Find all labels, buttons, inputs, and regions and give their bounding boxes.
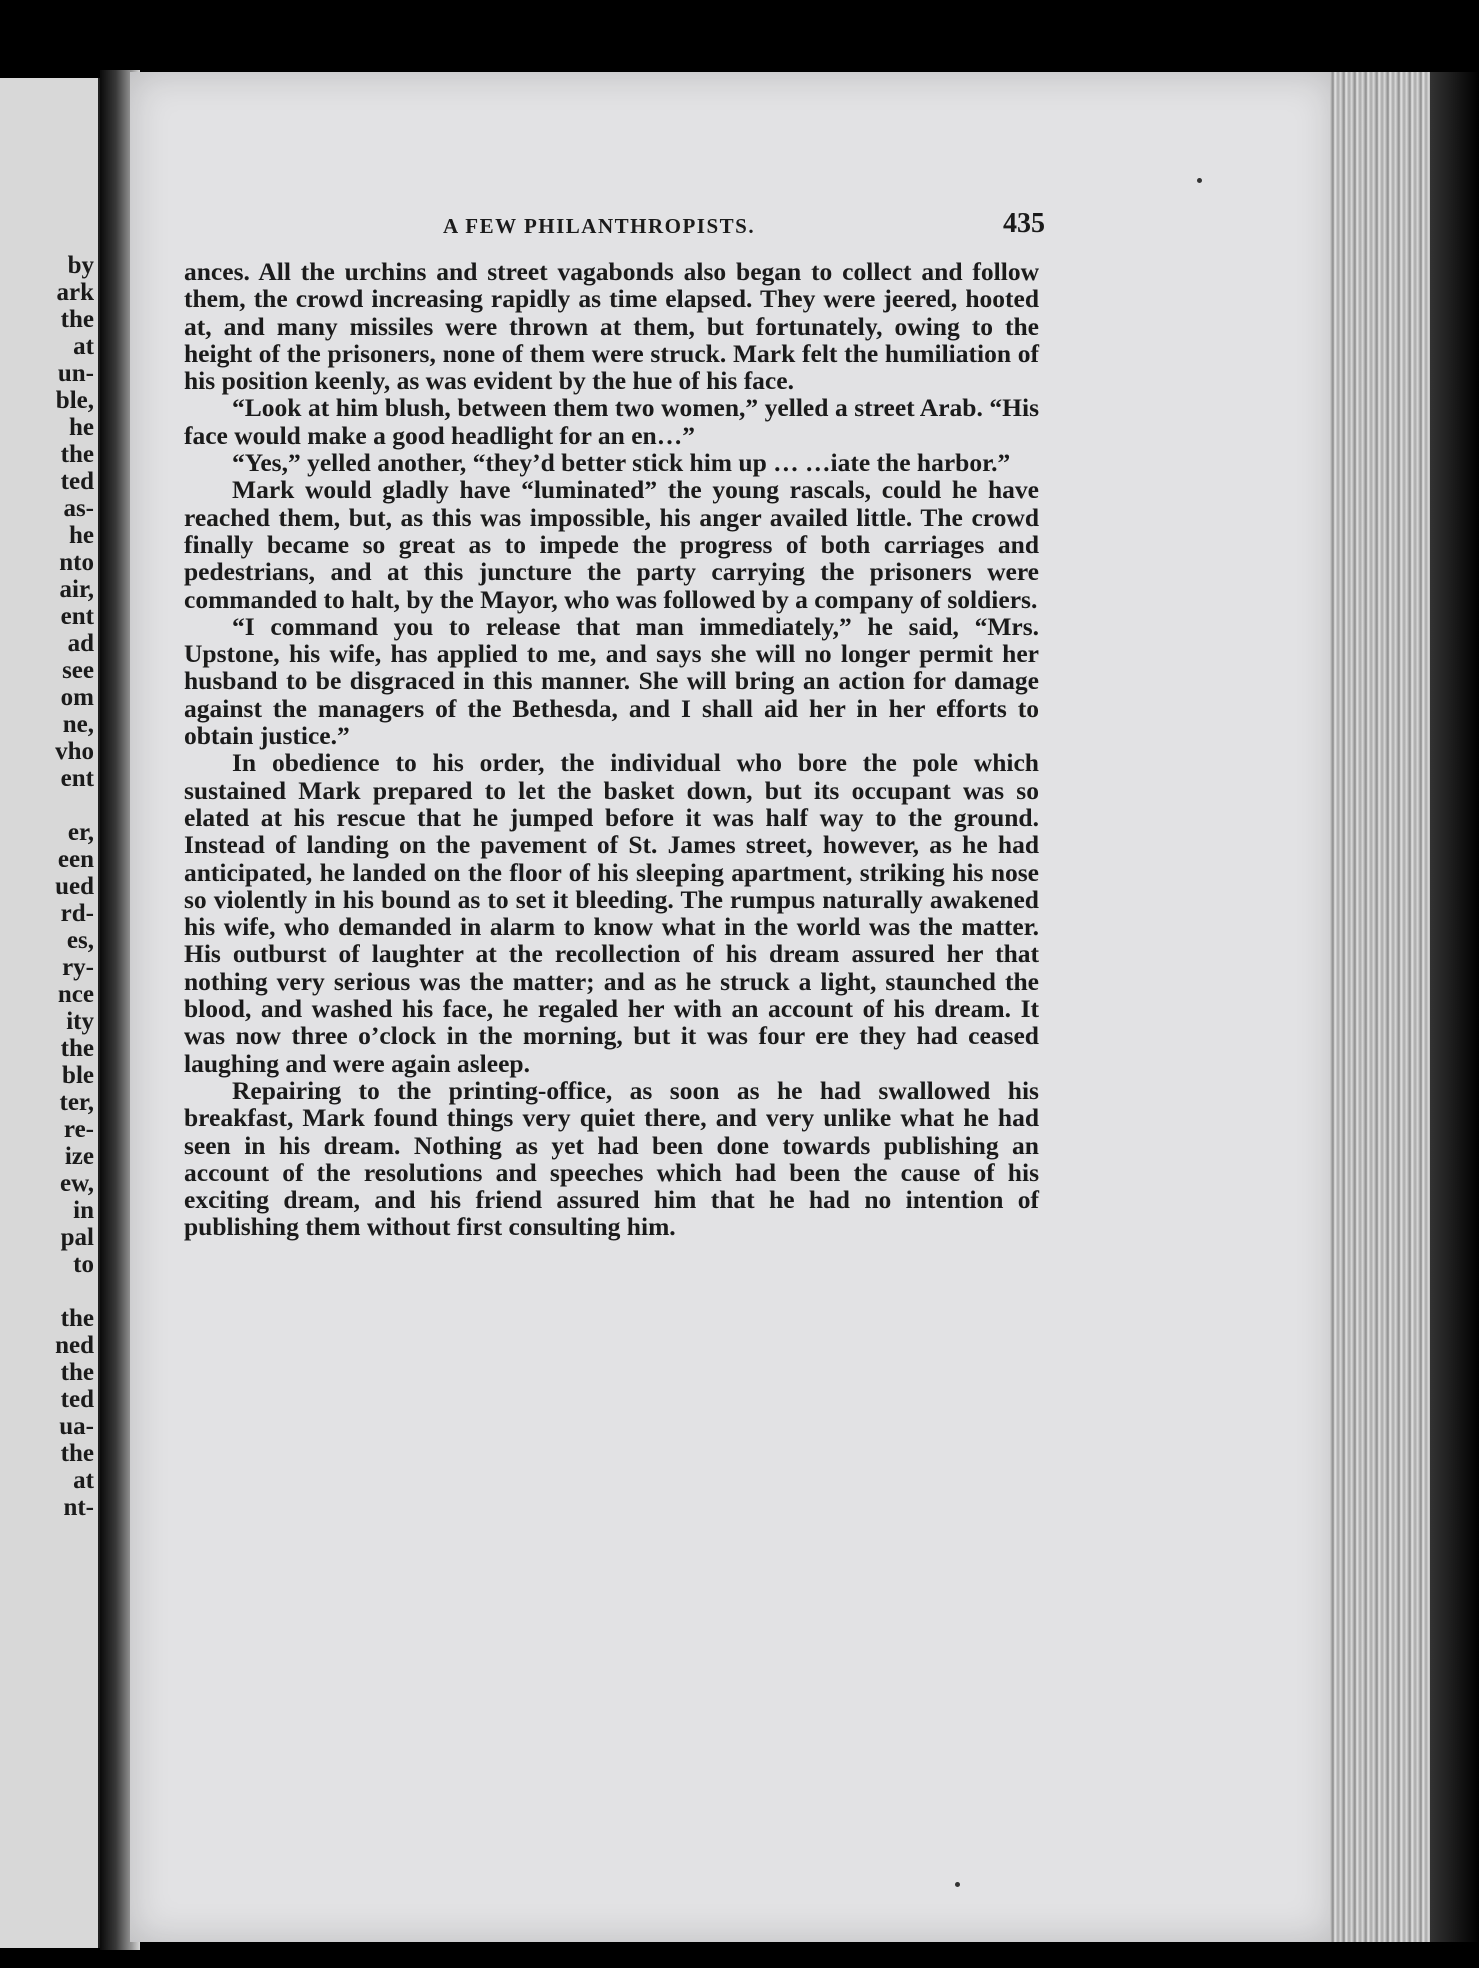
facing-page-fragment: ark xyxy=(56,279,94,306)
facing-page-fragment: un- xyxy=(57,360,94,387)
facing-page-fragment: ted xyxy=(60,1386,94,1413)
facing-page-fragment: ry- xyxy=(62,954,94,981)
facing-page-fragment: ble xyxy=(62,1062,94,1089)
facing-page-fragment: the xyxy=(60,1359,94,1386)
facing-page-fragment: vho xyxy=(55,738,94,765)
facing-page-fragment: ent xyxy=(60,603,94,630)
scan-speck xyxy=(1197,178,1202,183)
facing-page-fragment: he xyxy=(69,414,94,441)
facing-page-fragment: see xyxy=(62,657,94,684)
facing-page-fragment: ned xyxy=(55,1332,94,1359)
facing-page-fragment: to xyxy=(73,1251,94,1278)
facing-page-fragment: rd- xyxy=(60,900,94,927)
facing-page-fragment: een xyxy=(57,846,94,873)
facing-page-fragment: at xyxy=(73,1467,94,1494)
facing-page-fragment: the xyxy=(60,1440,94,1467)
facing-page-fragment: as- xyxy=(63,495,94,522)
paragraph: Mark would gladly have “luminated” the young rascals, could he have reached them, but, as this was impossible, his anger availed little. The crowd finally became so great as to impede the progress of both carriages and pedestrians, and at this juncture the party carrying the prisoners were commanded to halt, by the Mayor, who was followed by a company of soldiers. xyxy=(184,475,1039,614)
facing-page-fragment: the xyxy=(60,1035,94,1062)
facing-page-fragment: om xyxy=(60,684,94,711)
facing-page-fragment: er, xyxy=(67,819,94,846)
facing-page-fragment: nt- xyxy=(63,1494,94,1521)
facing-page-fragment: ity xyxy=(66,1008,94,1035)
facing-page-fragment: air, xyxy=(59,576,94,603)
page-header xyxy=(0,208,1479,248)
facing-page xyxy=(0,78,112,1948)
facing-page-fragment: ter, xyxy=(59,1089,94,1116)
paragraph: Repairing to the printing-office, as soon as he had swallowed his breakfast, Mark found things very quiet there, and very unlike what he had seen in his dream. Nothing as yet had been done towards publishing an account of the resolutions and speeches which had been the cause of his exciting dream, and his friend assured him that he had no intention of publishing them without first consulting him. xyxy=(184,1075,1039,1242)
facing-page-fragment: by xyxy=(67,252,94,279)
facing-page-fragment: at xyxy=(73,333,94,360)
facing-page-fragment: ne, xyxy=(62,711,94,738)
facing-page-fragment: nce xyxy=(57,981,94,1008)
facing-page-fragment: ted xyxy=(60,468,94,495)
facing-page-fragment: re- xyxy=(63,1116,94,1143)
paragraph: “Look at him blush, between them two women,” yelled a street Arab. “His face would make a good headlight for an en…” xyxy=(184,393,1039,450)
facing-page-fragment: nto xyxy=(59,549,94,576)
facing-page-fragment: the xyxy=(60,306,94,333)
facing-page-fragment: in xyxy=(73,1197,94,1224)
facing-page-fragment: es, xyxy=(66,927,94,954)
facing-page-fragment: the xyxy=(60,441,94,468)
facing-page-fragment: ent xyxy=(60,765,94,792)
running-head: A FEW PHILANTHROPISTS. xyxy=(443,214,756,238)
facing-page-fragment: ize xyxy=(64,1143,94,1170)
facing-page-fragment: the xyxy=(60,1305,94,1332)
page-edge-shadow xyxy=(1430,72,1479,1942)
paragraph: “Yes,” yelled another, “they’d better stick him up … …iate the harbor.” xyxy=(232,448,1011,478)
facing-page-fragment: ew, xyxy=(59,1170,94,1197)
paragraph: In obedience to his order, the individual who bore the pole which sustained Mark prepared to let the basket down, but its occupant was so elated at his rescue that he jumped before it was half way to the ground. Instead of landing on the pavement of St. James street, however, as he had anticipated, he landed on the floor of his sleeping apartment, striking his nose so violently in his bound as to set it bleeding. The rumpus naturally awakened his wife, who demanded in alarm to know what in the world was the matter. His outburst of laughter at the recollection of his dream assured her that nothing very serious was the matter; and as he struck a light, staunched the blood, and washed his face, he regaled her with an account of his dream. It was now three o’clock in the morning, but it was four ere they had ceased laughing and were again asleep. xyxy=(184,748,1039,1078)
page-number: 435 xyxy=(1003,208,1045,239)
body-text xyxy=(184,258,1039,1241)
facing-page-fragment: ad xyxy=(67,630,94,657)
facing-page-fragment: ua- xyxy=(59,1413,94,1440)
scan-speck xyxy=(955,1882,960,1887)
page-stack-edge xyxy=(1330,72,1430,1942)
paragraph: “I command you to release that man immediately,” he said, “Mrs. Upstone, his wife, has applied to me, and says she will no longer permit her husband to be disgraced in this manner. She will bring an action for damage against the managers of the Bethesda, and I shall aid her in her efforts to obtain justice.” xyxy=(184,611,1039,751)
facing-page-fragment: pal xyxy=(60,1224,94,1251)
facing-page-fragment: he xyxy=(69,522,94,549)
paragraph: ances. All the urchins and street vagabonds also began to collect and follow them, the crowd increasing rapidly as time elapsed. They were jeered, hooted at, and many missiles were thrown at them, but fortunately, owing to the height of the prisoners, none of them were struck. Mark felt the humiliation of his position keenly, as was evident by the hue of his face. xyxy=(184,257,1039,396)
facing-page-fragment: ble, xyxy=(55,387,94,414)
facing-page-fragment: ued xyxy=(55,873,94,900)
